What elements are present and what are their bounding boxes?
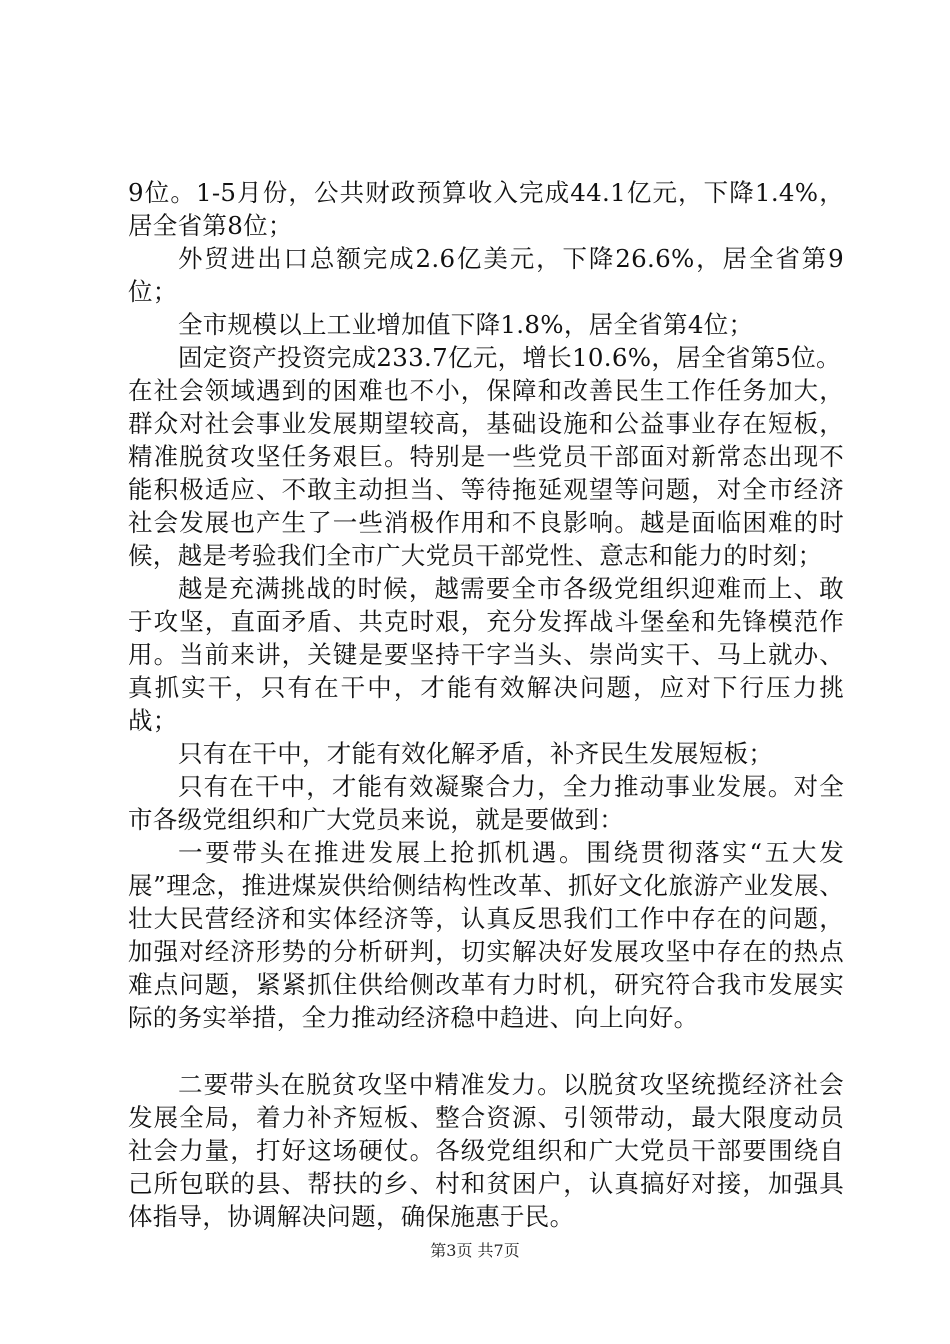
paragraph-6: 越是充满挑战的时候，越需要全市各级党组织迎难而上、敢于攻坚，直面矛盾、共克时艰，充分发挥战斗堡垒和先锋模范作用。当前来讲，关键是要坚持干字当头、崇尚实干、马上就办、真抓实干，只有在干中，才能有效解决问题，应对下行压力挑战； bbox=[128, 574, 844, 735]
paragraph-3: 全市规模以上工业增加值下降1.8%，居全省第4位； bbox=[178, 310, 754, 339]
paragraph-7: 只有在干中，才能有效化解矛盾，补齐民生发展短板； bbox=[178, 739, 774, 768]
paragraph-10: 二要带头在脱贫攻坚中精准发力。以脱贫攻坚统揽经济社会发展全局，着力补齐短板、整合资源、引领带动，最大限度动员社会力量，打好这场硬仗。各级党组织和广大党员干部要围绕自己所包联的县、帮扶的乡、村和贫困户，认真搞好对接，加强具体指导，协调解决问题，确保施惠于民。 bbox=[128, 1070, 844, 1231]
paragraph-1: 9位。1-5月份，公共财政预算收入完成44.1亿元，下降1.4%，居全省第8位； bbox=[128, 178, 844, 240]
paragraph-4: 固定资产投资完成233.7亿元，增长10.6%，居全省第5位。 bbox=[178, 343, 841, 372]
paragraph-2: 外贸进出口总额完成2.6亿美元，下降26.6%，居全省第9位； bbox=[128, 244, 844, 306]
paragraph-8: 只有在干中，才能有效凝聚合力，全力推动事业发展。对全市各级党组织和广大党员来说，就是要做到： bbox=[128, 772, 844, 834]
page-footer: 第3页 共7页 bbox=[430, 1241, 520, 1260]
paragraph-9: 一要带头在推进发展上抢抓机遇。围绕贯彻落实“五大发展”理念，推进煤炭供给侧结构性改革、抓好文化旅游产业发展、壮大民营经济和实体经济等，认真反思我们工作中存在的问题，加强对经济形势的分析研判，切实解决好发展攻坚中存在的热点难点问题，紧紧抓住供给侧改革有力时机，研究符合我市发展实际的务实举措，全力推动经济稳中趋进、向上向好。 bbox=[128, 838, 844, 1032]
document-body bbox=[128, 176, 844, 1233]
paragraph-5: 在社会领域遇到的困难也不小，保障和改善民生工作任务加大，群众对社会事业发展期望较高，基础设施和公益事业存在短板，精准脱贫攻坚任务艰巨。特别是一些党员干部面对新常态出现不能积极适应、不敢主动担当、等待拖延观望等问题，对全市经济社会发展也产生了一些消极作用和不良影响。越是面临困难的时候，越是考验我们全市广大党员干部党性、意志和能力的时刻； bbox=[128, 376, 844, 570]
